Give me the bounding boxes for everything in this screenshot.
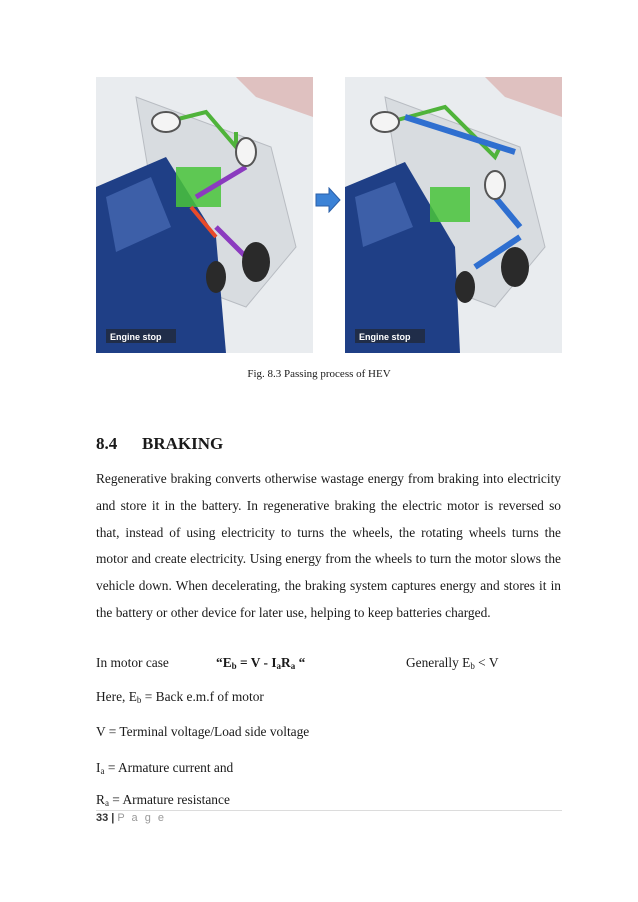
hev-diagram-left bbox=[96, 77, 313, 353]
section-number: 8.4 bbox=[96, 434, 118, 453]
page-footer bbox=[96, 812, 166, 824]
hev-diagram-right-svg bbox=[345, 77, 562, 353]
footer-separator: | bbox=[111, 812, 115, 824]
figure-row bbox=[96, 77, 562, 353]
page-number: 33 bbox=[96, 812, 109, 824]
definition-eb: Here, $E_b$ = Back e.m.f of motor bbox=[96, 689, 264, 705]
definition-ra: $R_a$ = Armature resistance bbox=[96, 792, 230, 808]
hev-diagram-left-svg bbox=[96, 77, 313, 353]
equation: “$E_b = V - I_aR_a$ “ bbox=[216, 655, 306, 671]
right-arrow-icon bbox=[314, 187, 342, 213]
body-paragraph: Regenerative braking converts otherwise wastage energy from braking into electricity and store it in the battery. In regenerative braking the electric motor is reversed so that, instead of using electricity to turns the wheels, the rotating wheels turns the motor and create electricity. Using energy from the wheels to turn the motor slows the vehicle down. When decelerating, the braking system captures energy and stores it in the battery or other device for later use, helping to keep batteries charged. bbox=[96, 471, 561, 620]
hev-diagram-right bbox=[345, 77, 562, 353]
definition-v: V = Terminal voltage/Load side voltage bbox=[96, 724, 310, 739]
section-title: BRAKING bbox=[142, 434, 224, 453]
figure-caption: Fig. 8.3 Passing process of HEV bbox=[247, 368, 391, 380]
equation-label: In motor case bbox=[96, 655, 169, 670]
definition-ia: $I_a$ = Armature current and bbox=[96, 760, 234, 776]
equation-condition: Generally $E_b < V$ bbox=[406, 655, 499, 671]
svg-text:Engine stop: Engine stop bbox=[359, 332, 411, 342]
page-word: P a g e bbox=[117, 812, 166, 824]
footer-divider bbox=[96, 810, 562, 811]
section-heading bbox=[96, 434, 223, 454]
svg-text:Engine stop: Engine stop bbox=[110, 332, 162, 342]
